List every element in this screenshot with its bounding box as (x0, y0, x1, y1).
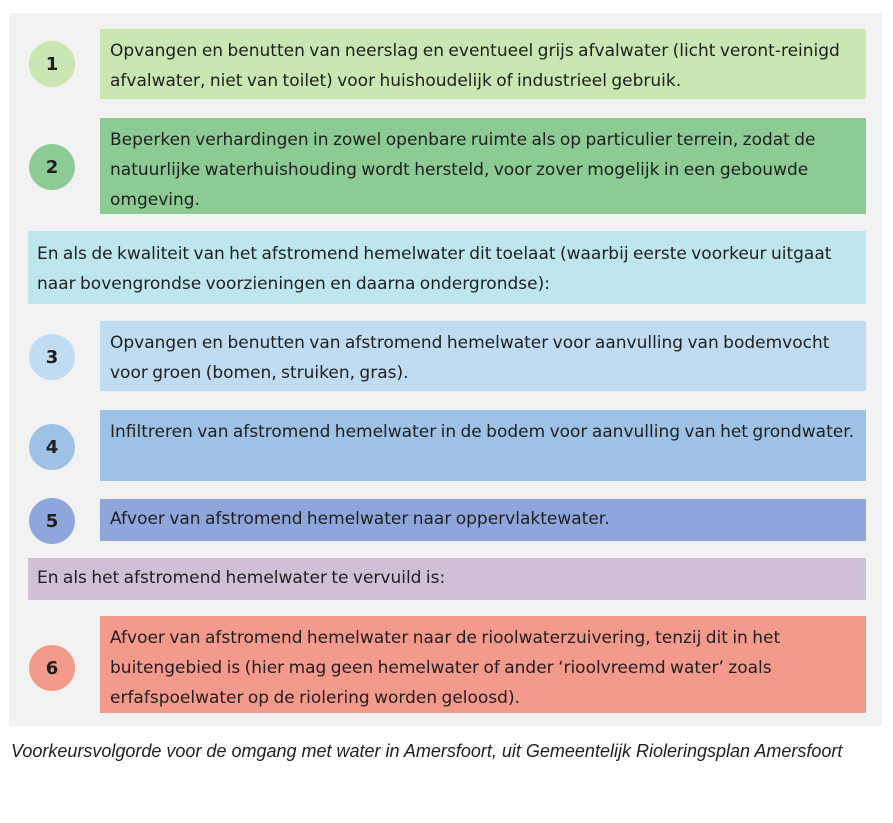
step-box-3: Opvangen en benutten van afstromend hemelwater voor aanvulling van bodemvocht voor groen (bomen, struiken, gras). (100, 321, 866, 391)
step-box-4: Infiltreren van afstromend hemelwater in de bodem voor aanvulling van het grondwater. (100, 410, 866, 481)
figure-caption: Voorkeursvolgorde voor de omgang met water in Amersfoort, uit Gemeentelijk Rioleringsplan Amersfoort (11, 741, 843, 761)
step-box-1: Opvangen en benutten van neerslag en eventueel grijs afvalwater (licht veront-reinigd afvalwater, niet van toilet) voor huishoudelijk of industrieel gebruik. (100, 29, 866, 99)
step-box-6: Afvoer van afstromend hemelwater naar de rioolwaterzuivering, tenzij dit in het buitengebied is (hier mag geen hemelwater of ander ‘rioolvreemd water’ zoals erfafspoelwater op de riolering worden geloosd). (100, 616, 866, 713)
condition-band-quality: En als de kwaliteit van het afstromend hemelwater dit toelaat (waarbij eerste voorkeur uitgaat naar bovengrondse voorzieningen en daarna ondergrondse): (28, 231, 866, 304)
condition-band-polluted: En als het afstromend hemelwater te vervuild is: (28, 558, 866, 600)
step-number-4: 4 (29, 424, 75, 470)
step-number-3: 3 (29, 334, 75, 380)
step-number-2: 2 (29, 144, 75, 190)
step-number-1: 1 (29, 41, 75, 87)
step-number-6: 6 (29, 645, 75, 691)
step-number-5: 5 (29, 498, 75, 544)
step-box-2: Beperken verhardingen in zowel openbare ruimte als op particulier terrein, zodat de natuurlijke waterhuishouding wordt hersteld, voor zover mogelijk in een gebouwde omgeving. (100, 118, 866, 214)
step-box-5: Afvoer van afstromend hemelwater naar oppervlaktewater. (100, 499, 866, 541)
